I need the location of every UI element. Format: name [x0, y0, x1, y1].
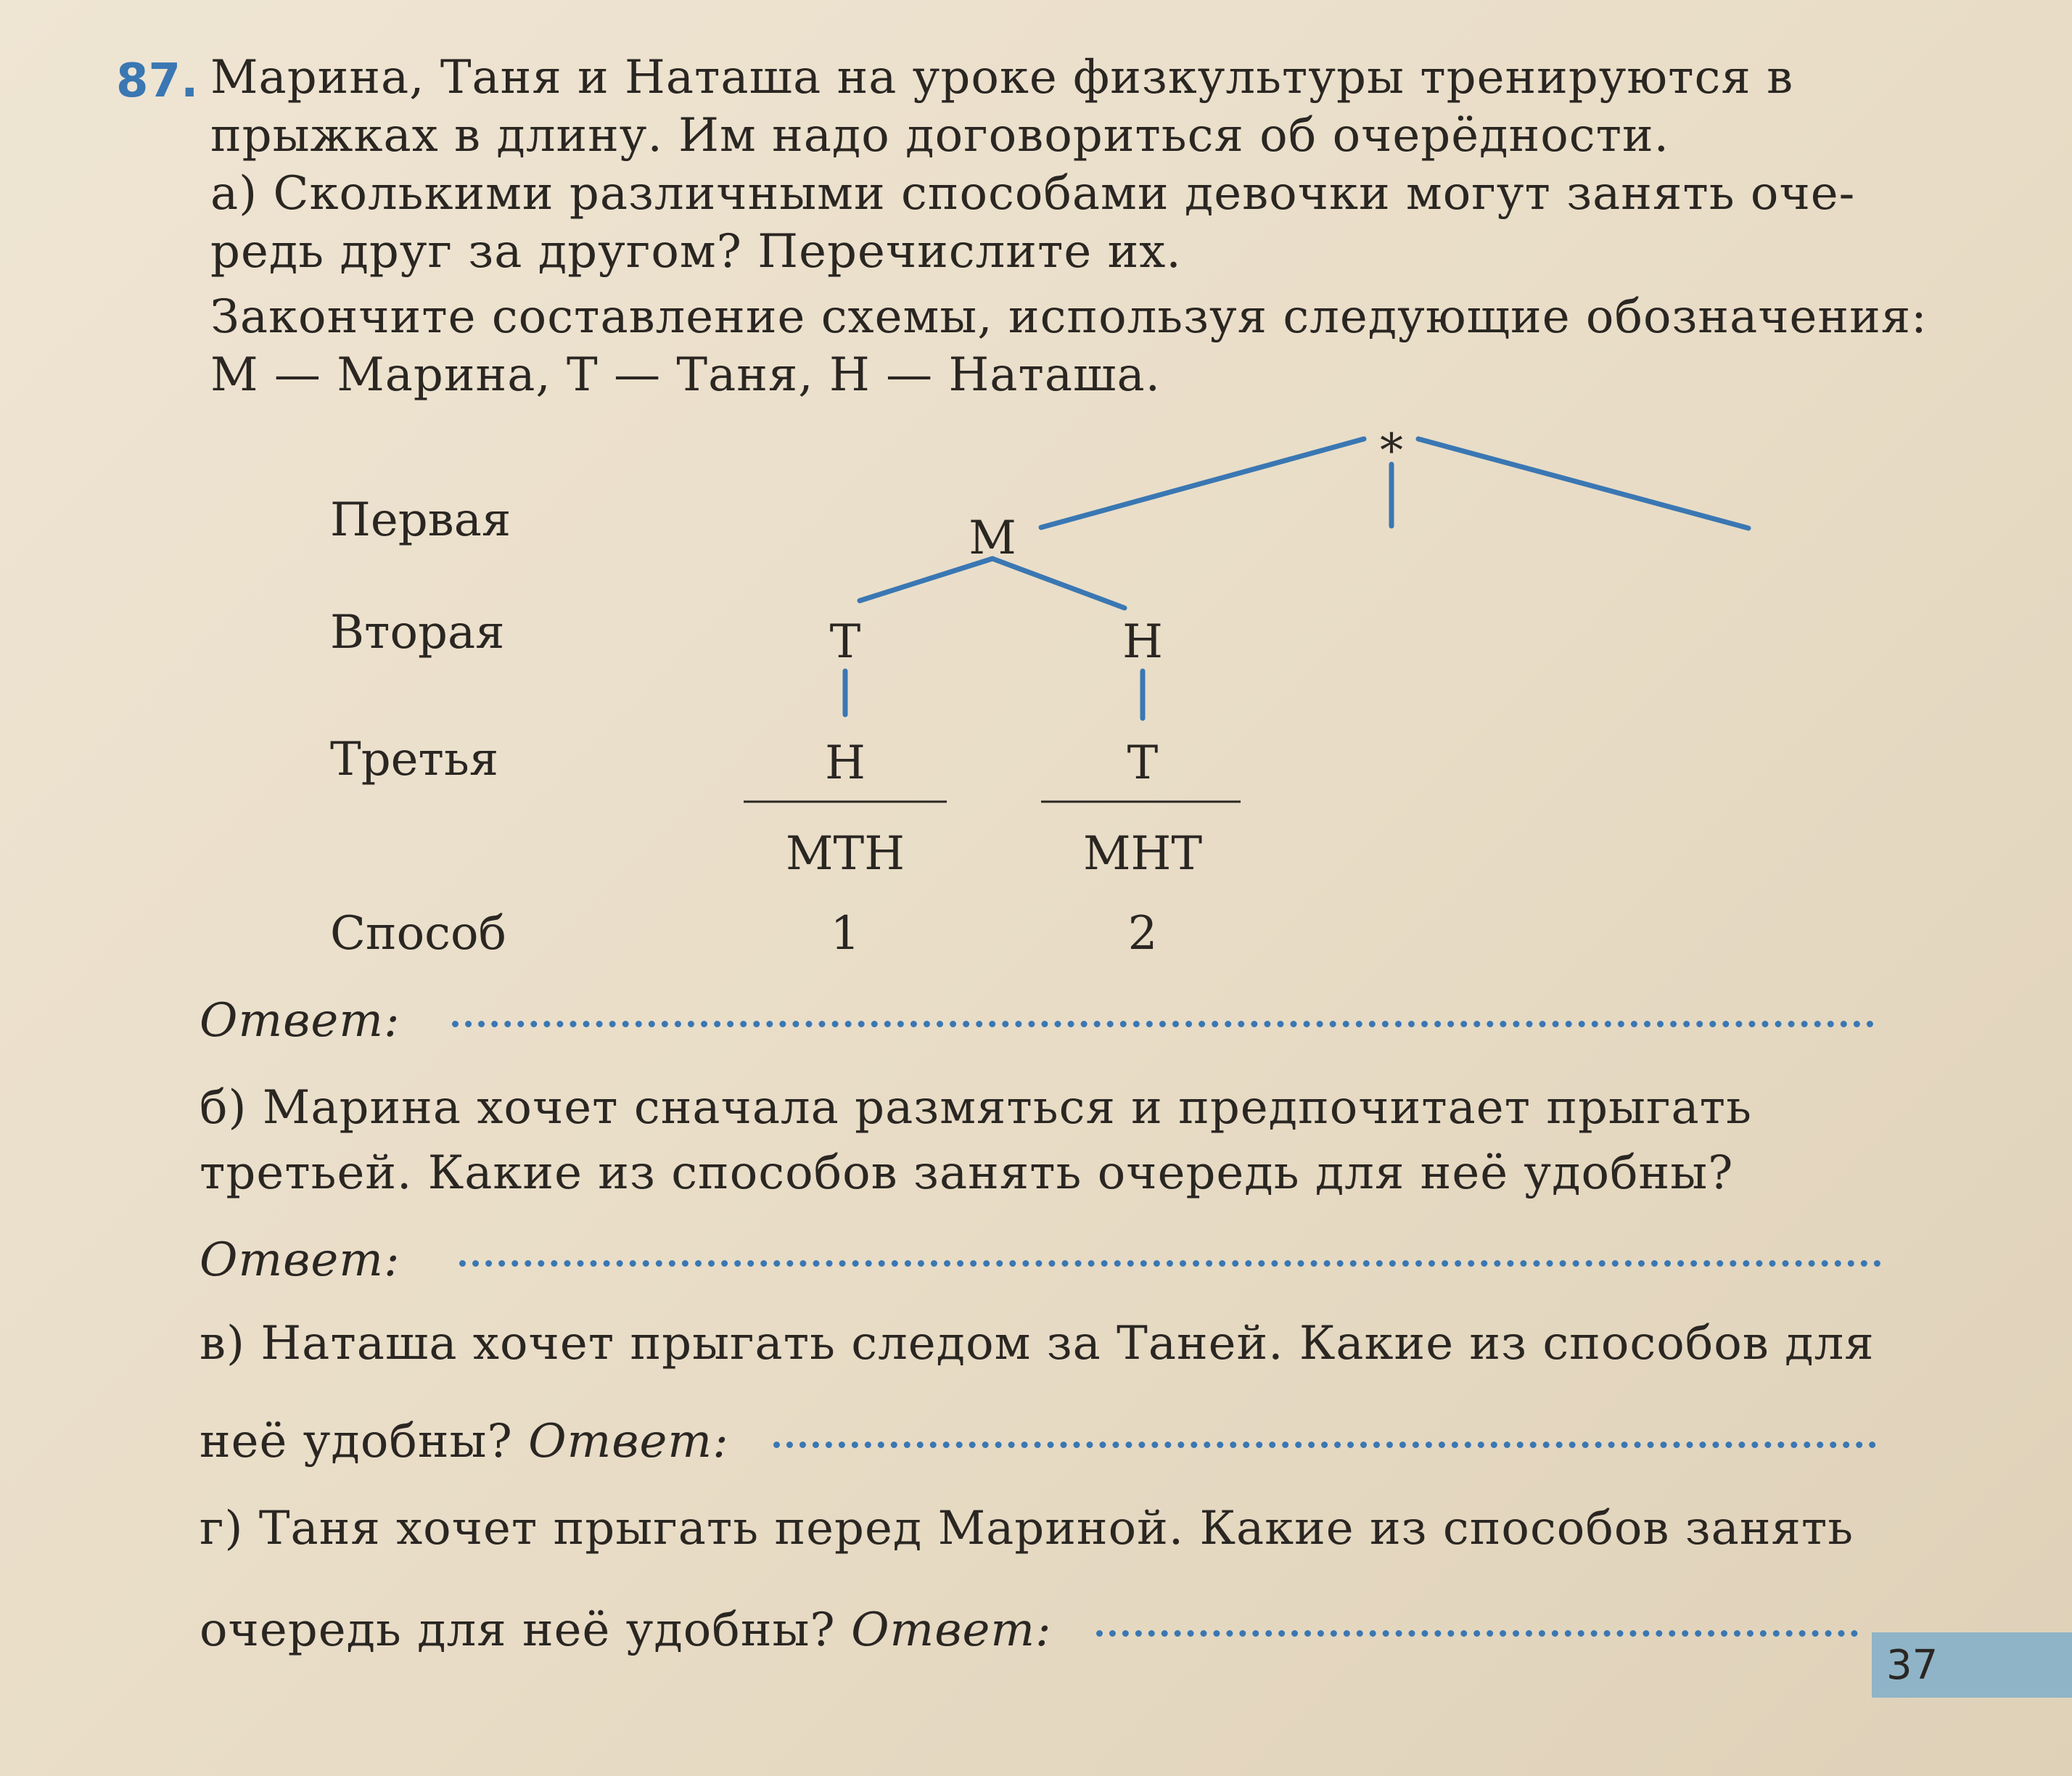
answer-g-field[interactable] — [1096, 1630, 1858, 1637]
row-label-first: Первая — [330, 493, 511, 547]
answer-v-field[interactable] — [773, 1442, 1876, 1448]
way-2: 2 — [1127, 907, 1158, 961]
node-third-n: Н — [825, 736, 866, 790]
answer-b-row — [200, 1233, 1881, 1287]
order-2: МНТ — [1082, 827, 1203, 881]
part-g-line-2: очередь для неё удобны? — [200, 1603, 836, 1657]
order-1: МТН — [785, 827, 905, 881]
answer-g-row — [200, 1603, 1858, 1657]
node-third-t: Т — [1127, 736, 1159, 790]
answer-b-field[interactable] — [459, 1260, 1881, 1267]
node-second-n: Н — [1122, 615, 1163, 669]
part-v-line-2: неё удобны? — [200, 1415, 513, 1468]
part-a-line-3: Закончите составление схемы, используя следующие обозначения: — [210, 290, 1928, 344]
row-label-second: Вторая — [330, 606, 505, 659]
answer-b-label: Ответ: — [200, 1233, 400, 1287]
row-label-third: Третья — [330, 733, 499, 786]
answer-v-row — [200, 1415, 1876, 1468]
part-a-line-1: а) Сколькими различными способами девочки могут занять оче- — [210, 167, 1856, 221]
answer-a-row — [200, 994, 1874, 1048]
page-number: 37 — [1872, 1632, 2072, 1698]
part-a-line-4: М — Марина, Т — Таня, Н — Наташа. — [210, 348, 1161, 402]
intro-line-2: прыжках в длину. Им надо договориться об очерёдности. — [210, 109, 1669, 163]
part-v-line-1: в) Наташа хочет прыгать следом за Таней. Какие из способов для — [200, 1317, 1875, 1370]
answer-v-label: Ответ: — [528, 1415, 729, 1468]
root-star: * — [1380, 424, 1403, 478]
part-g-line-1: г) Таня хочет прыгать перед Мариной. Какие из способов занять — [200, 1502, 1854, 1555]
part-a-line-2: редь друг за другом? Перечислите их. — [210, 225, 1182, 279]
problem-number: 87. — [116, 54, 199, 108]
answer-g-label: Ответ: — [851, 1603, 1052, 1657]
answer-a-label: Ответ: — [200, 994, 400, 1048]
part-b-line-2: третьей. Какие из способов занять очередь для неё удобны? — [200, 1146, 1734, 1200]
row-label-way: Способ — [330, 907, 507, 961]
node-first-m: М — [969, 511, 1016, 565]
part-b-line-1: б) Марина хочет сначала размяться и предпочитает прыгать — [200, 1081, 1752, 1135]
way-1: 1 — [830, 907, 860, 961]
edge-root-right — [1418, 439, 1748, 528]
edge-root-m — [1041, 439, 1364, 527]
intro-line-1: Марина, Таня и Наташа на уроке физкультуры тренируются в — [210, 51, 1794, 104]
node-second-t: Т — [829, 615, 861, 669]
answer-a-field[interactable] — [452, 1021, 1874, 1027]
edge-m-n — [992, 559, 1125, 608]
